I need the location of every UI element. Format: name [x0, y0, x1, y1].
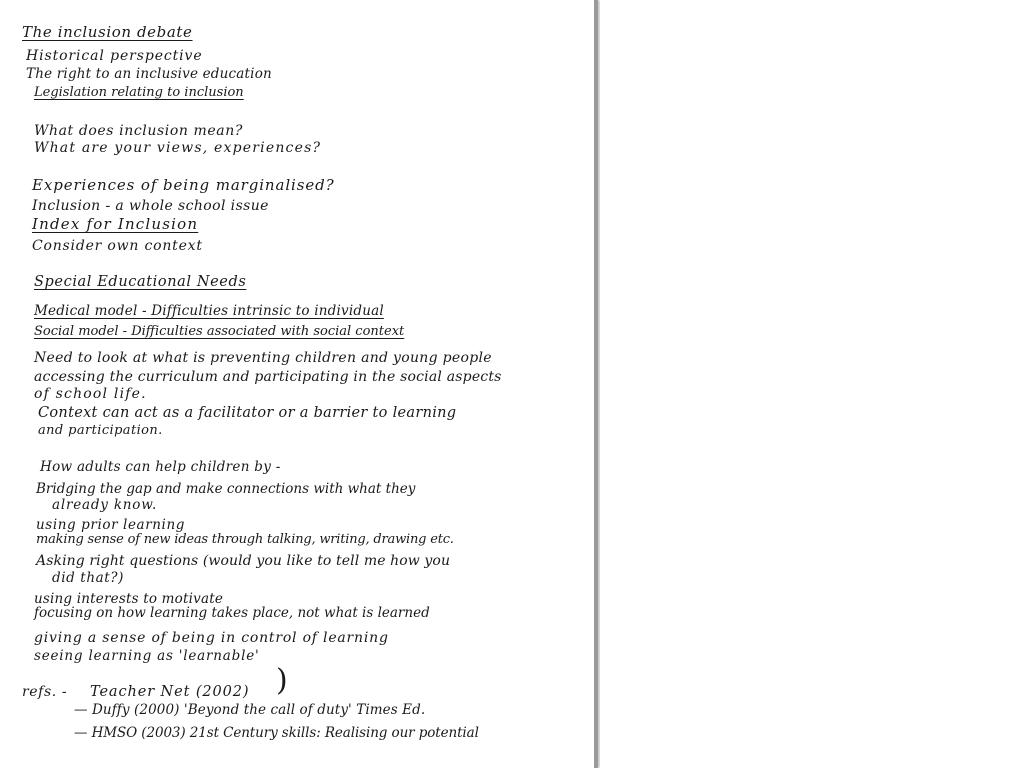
bullet-item: Asking right questions (would you like to tell me how you	[36, 553, 451, 569]
note-index: Index for Inclusion	[32, 215, 199, 233]
bullet-item: seeing learning as 'learnable'	[34, 648, 260, 664]
note-need-2: accessing the curriculum and participating in the social aspects	[34, 369, 502, 385]
refs-label: refs. -	[22, 684, 68, 700]
reference-item: Teacher Net (2002)	[90, 684, 250, 700]
title: The inclusion debate	[22, 23, 193, 41]
note-need-3: of school life.	[34, 386, 147, 402]
bullet-item: using prior learning	[36, 517, 186, 533]
note-your-views: What are your views, experiences?	[34, 140, 322, 156]
bullet-item-continued: already know.	[52, 497, 158, 513]
bullet-item: making sense of new ideas through talking, writing, drawing etc.	[36, 532, 454, 547]
note-social-model: Social model - Difficulties associated with social context	[34, 324, 405, 339]
note-context: Consider own context	[32, 238, 203, 254]
note-medical-model: Medical model - Difficulties intrinsic to individual	[34, 303, 384, 319]
reference-item: — Duffy (2000) 'Beyond the call of duty' Times Ed.	[74, 702, 426, 718]
bracket-mark: )	[276, 663, 288, 698]
bullet-item-continued: did that?)	[52, 570, 124, 586]
note-what-means: What does inclusion mean?	[34, 123, 243, 139]
bullet-item: focusing on how learning takes place, not what is learned	[34, 605, 430, 621]
note-legislation: Legislation relating to inclusion	[34, 85, 244, 100]
note-historical: Historical perspective	[26, 48, 203, 64]
note-marginalised: Experiences of being marginalised?	[32, 176, 335, 194]
note-adults-help: How adults can help children by -	[40, 459, 281, 475]
note-facilitator-2: and participation.	[38, 423, 163, 438]
bullet-item: using interests to motivate	[34, 591, 224, 607]
note-whole-school: Inclusion - a whole school issue	[32, 198, 269, 214]
bullet-item: giving a sense of being in control of learning	[34, 630, 389, 646]
reference-item: — HMSO (2003) 21st Century skills: Realising our potential	[74, 725, 479, 741]
note-sen: Special Educational Needs	[34, 274, 247, 290]
note-right-to-inclusive: The right to an inclusive education	[26, 66, 272, 82]
note-facilitator-1: Context can act as a facilitator or a barrier to learning	[38, 405, 457, 421]
blank-canvas-area	[600, 0, 1024, 768]
note-need-1: Need to look at what is preventing children and young people	[34, 350, 492, 366]
bullet-item: Bridging the gap and make connections with what they	[36, 481, 416, 497]
